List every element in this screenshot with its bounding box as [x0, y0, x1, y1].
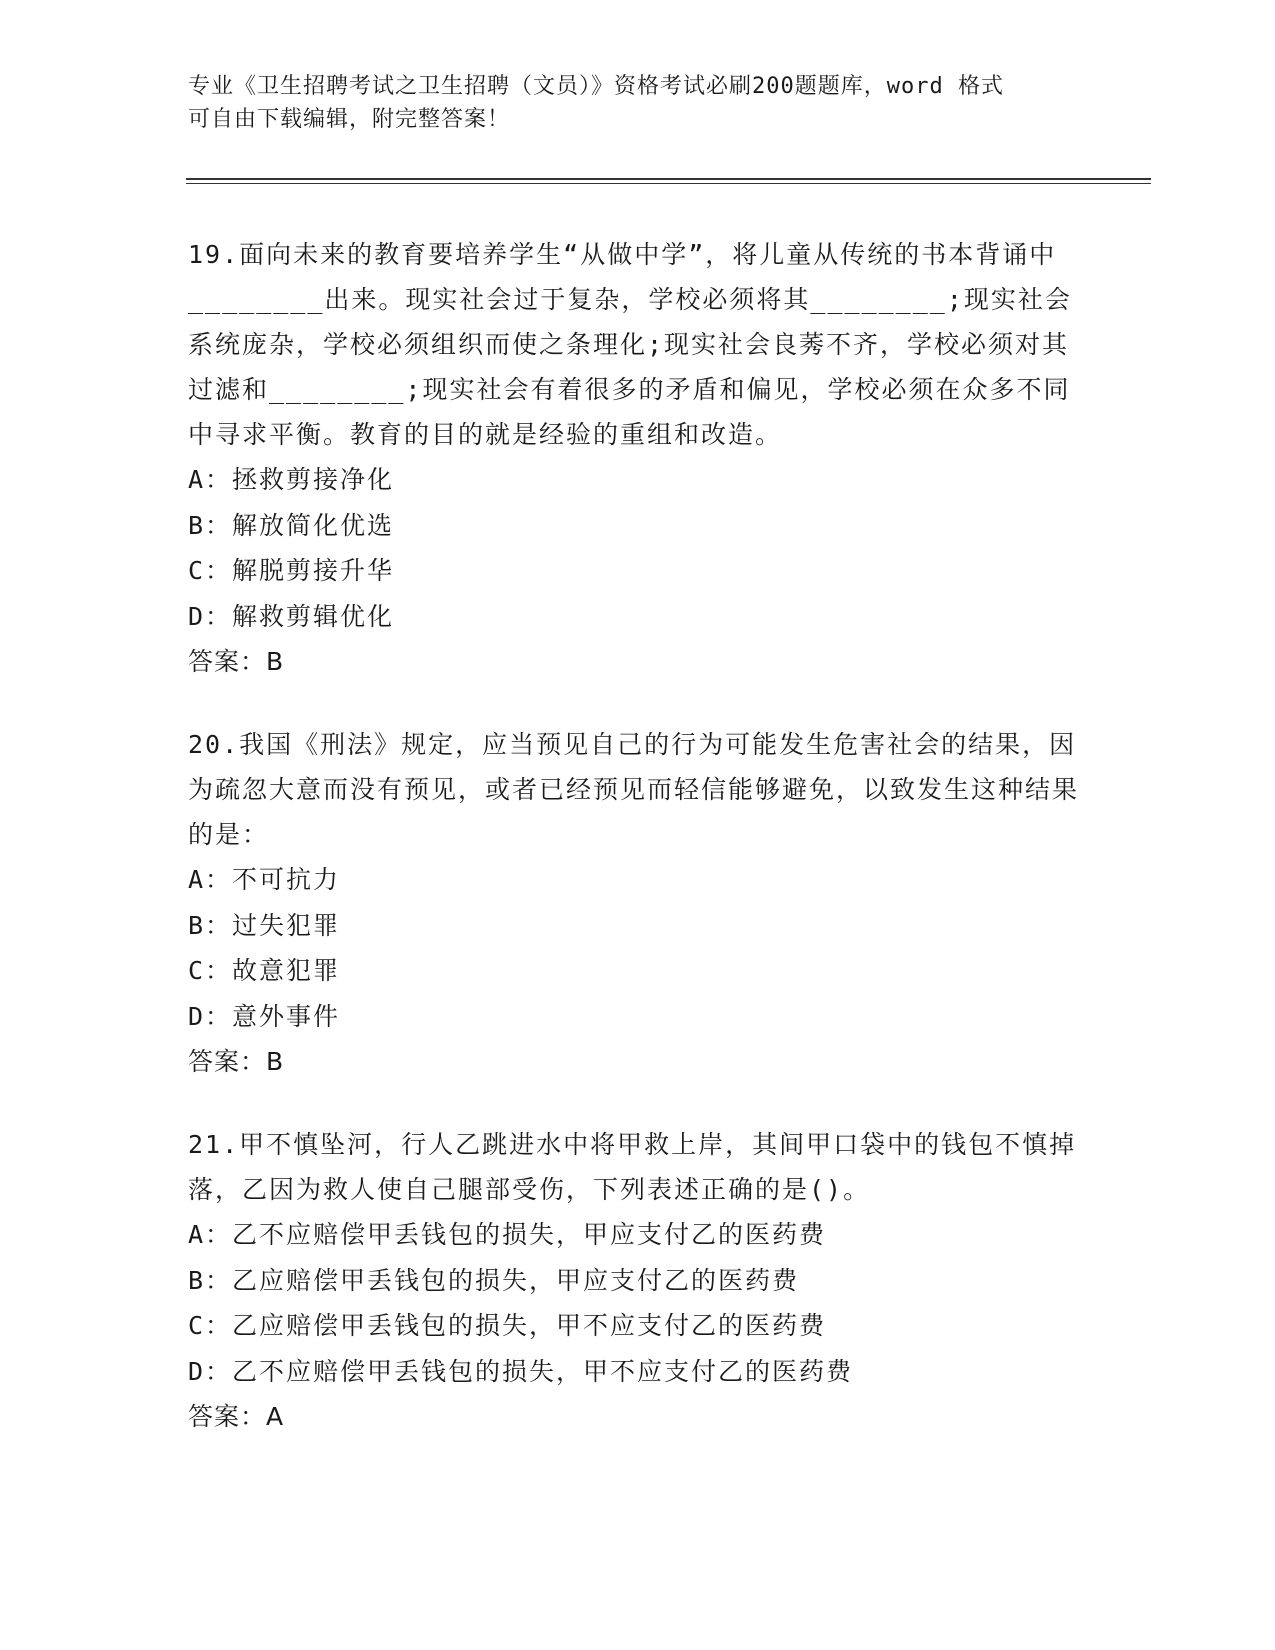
option-d: D：意外事件	[188, 1001, 341, 1031]
question-stem: 19.面向未来的教育要培养学生“从做中学”，将儿童从传统的书本背诵中________出来。现实社会过于复杂，学校必须将其________;现实社会系统庞杂，学校必须组织而使之条理化;现实社会良莠不齐，学校必须对其过滤和________;现实社会有着很多的矛盾和偏见，学校必须在众多不同中寻求平衡。教育的目的就是经验的重组和改造。	[188, 240, 1072, 449]
page-header	[188, 70, 1068, 136]
answer-line: 答案：A	[188, 1402, 285, 1431]
answer-line: 答案：B	[188, 647, 285, 676]
option-a: A：乙不应赔偿甲丢钱包的损失，甲应支付乙的医药费	[188, 1220, 827, 1249]
option-a: A：拯救剪接净化	[188, 465, 395, 494]
header-title-line-1: 专业《卫生招聘考试之卫生招聘（文员）》资格考试必刷200题题库，word 格式	[188, 74, 1004, 99]
question-list	[188, 232, 1088, 1477]
question-stem: 21.甲不慎坠河，行人乙跳进水中将甲救上岸，其间甲口袋中的钱包不慎掉落，乙因为救人使自己腿部受伤，下列表述正确的是()。	[188, 1130, 1077, 1204]
question-21	[188, 1122, 1088, 1440]
question-20	[188, 722, 1088, 1085]
header-divider	[186, 178, 1151, 180]
option-b: B：解放简化优选	[188, 510, 395, 540]
option-b: B：过失犯罪	[188, 910, 341, 940]
answer-line: 答案：B	[188, 1047, 285, 1076]
header-title-line-2: 可自由下载编辑，附完整答案！	[188, 107, 511, 132]
option-d: D：乙不应赔偿甲丢钱包的损失，甲不应支付乙的医药费	[188, 1356, 854, 1386]
option-c: C：故意犯罪	[188, 956, 341, 985]
option-c: C：乙应赔偿甲丢钱包的损失，甲不应支付乙的医药费	[188, 1311, 827, 1340]
question-stem: 20.我国《刑法》规定，应当预见自己的行为可能发生危害社会的结果，因为疏忽大意而没有预见，或者已经预见而轻信能够避免，以致发生这种结果的是：	[188, 730, 1080, 849]
option-c: C：解脱剪接升华	[188, 556, 395, 585]
question-19	[188, 232, 1088, 685]
header-divider-thin	[186, 183, 1151, 184]
option-b: B：乙应赔偿甲丢钱包的损失，甲应支付乙的医药费	[188, 1265, 800, 1295]
option-a: A：不可抗力	[188, 865, 341, 894]
option-d: D：解救剪辑优化	[188, 601, 395, 631]
